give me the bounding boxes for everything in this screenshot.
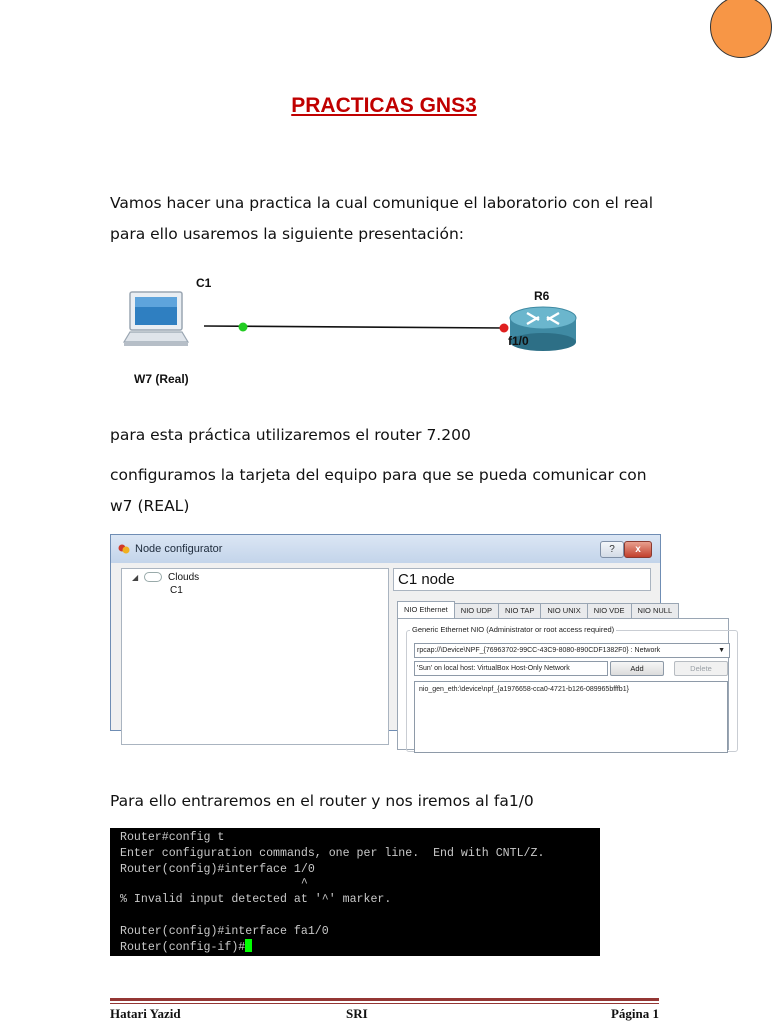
router-terminal	[110, 828, 600, 956]
tab-nio-ethernet[interactable]: NIO Ethernet	[397, 601, 455, 618]
tab-nio-null[interactable]: NIO NULL	[631, 603, 680, 618]
tab-nio-udp[interactable]: NIO UDP	[454, 603, 499, 618]
footer-subject: SRI	[346, 1006, 368, 1021]
tree-item-c1[interactable]	[170, 585, 183, 597]
footer-rule-thin	[110, 1003, 659, 1004]
node-configurator-window	[110, 534, 725, 731]
tree-item-label: Clouds	[168, 572, 200, 583]
delete-button[interactable]: Delete	[674, 661, 728, 676]
network-link	[204, 326, 505, 328]
interface-label: f1/0	[508, 334, 529, 348]
terminal-prompt: Router(config-if)#	[120, 941, 246, 954]
terminal-line: ^	[120, 877, 308, 890]
terminal-line: Router(config)#interface 1/0	[120, 863, 315, 876]
tab-nio-vde[interactable]: NIO VDE	[587, 603, 632, 618]
terminal-line: Router(config)#interface fa1/0	[120, 925, 329, 938]
router-enter-paragraph: Para ello entraremos en el router y nos iremos al fa1/0	[110, 792, 534, 810]
config-paragraph: configuramos la tarjeta del equipo para que se pueda comunicar con w7 (REAL)	[110, 466, 647, 515]
router-label: R6	[534, 289, 550, 303]
footer-author: Hatari Yazid	[110, 1006, 181, 1021]
tree-item-clouds[interactable]	[132, 572, 199, 584]
terminal-line: Router#config t	[120, 831, 225, 844]
tab-nio-unix[interactable]: NIO UNIX	[540, 603, 587, 618]
window-title: Node configurator	[135, 543, 223, 555]
host-label: W7 (Real)	[134, 372, 189, 386]
adapter-select-value: rpcap://\Device\NPF_{76963702-99CC-43C9-8080-890CDF1382F0} : Network	[417, 647, 661, 654]
terminal-cursor	[245, 939, 252, 952]
cloud-label: C1	[196, 276, 212, 290]
page-title: PRACTICAS GNS3	[291, 94, 477, 117]
computer-icon	[124, 292, 188, 346]
node-tree	[121, 568, 389, 745]
router-paragraph: para esta práctica utilizaremos el router 7.200	[110, 426, 471, 444]
help-button[interactable]: ?	[600, 541, 624, 558]
link-status-end	[500, 324, 509, 333]
topology-diagram	[110, 270, 610, 400]
terminal-line: Enter configuration commands, one per line. End with CNTL/Z.	[120, 847, 545, 860]
add-button[interactable]: Add	[610, 661, 664, 676]
group-label: Generic Ethernet NIO (Administrator or root access required)	[412, 625, 615, 634]
host-only-field[interactable]: 'Sun' on local host: VirtualBox Host-Only Network	[414, 661, 608, 676]
tab-nio-tap[interactable]: NIO TAP	[498, 603, 541, 618]
footer-rule	[110, 998, 659, 1001]
cloud-icon	[144, 572, 162, 582]
dropdown-arrow-icon[interactable]: ▼	[718, 647, 725, 654]
corner-decoration-circle	[710, 0, 772, 58]
close-button[interactable]: x	[624, 541, 652, 558]
nio-list-item[interactable]: nio_gen_eth:\device\npf_{a1976658-cca0-4721-b126-089965bfffb1}	[419, 686, 629, 693]
window-titlebar	[111, 535, 660, 563]
terminal-line: % Invalid input detected at '^' marker.	[120, 893, 392, 906]
terminal-prompt-line[interactable]	[120, 939, 252, 956]
adapter-select[interactable]	[414, 643, 730, 658]
intro-paragraph: Vamos hacer una practica la cual comunique el laboratorio con el real para ello usaremos la siguiente presentación:	[110, 194, 654, 243]
nio-tabs	[397, 600, 678, 617]
tree-item-label: C1	[170, 585, 183, 596]
tab-content	[397, 618, 729, 750]
expand-arrow-icon[interactable]: ◢	[132, 573, 139, 582]
node-settings-panel	[393, 568, 725, 743]
link-status-start	[239, 323, 248, 332]
nio-list[interactable]	[414, 681, 728, 753]
node-heading: C1 node	[393, 568, 651, 591]
app-icon	[118, 543, 130, 555]
footer-page-number: Página 1	[610, 1006, 659, 1021]
